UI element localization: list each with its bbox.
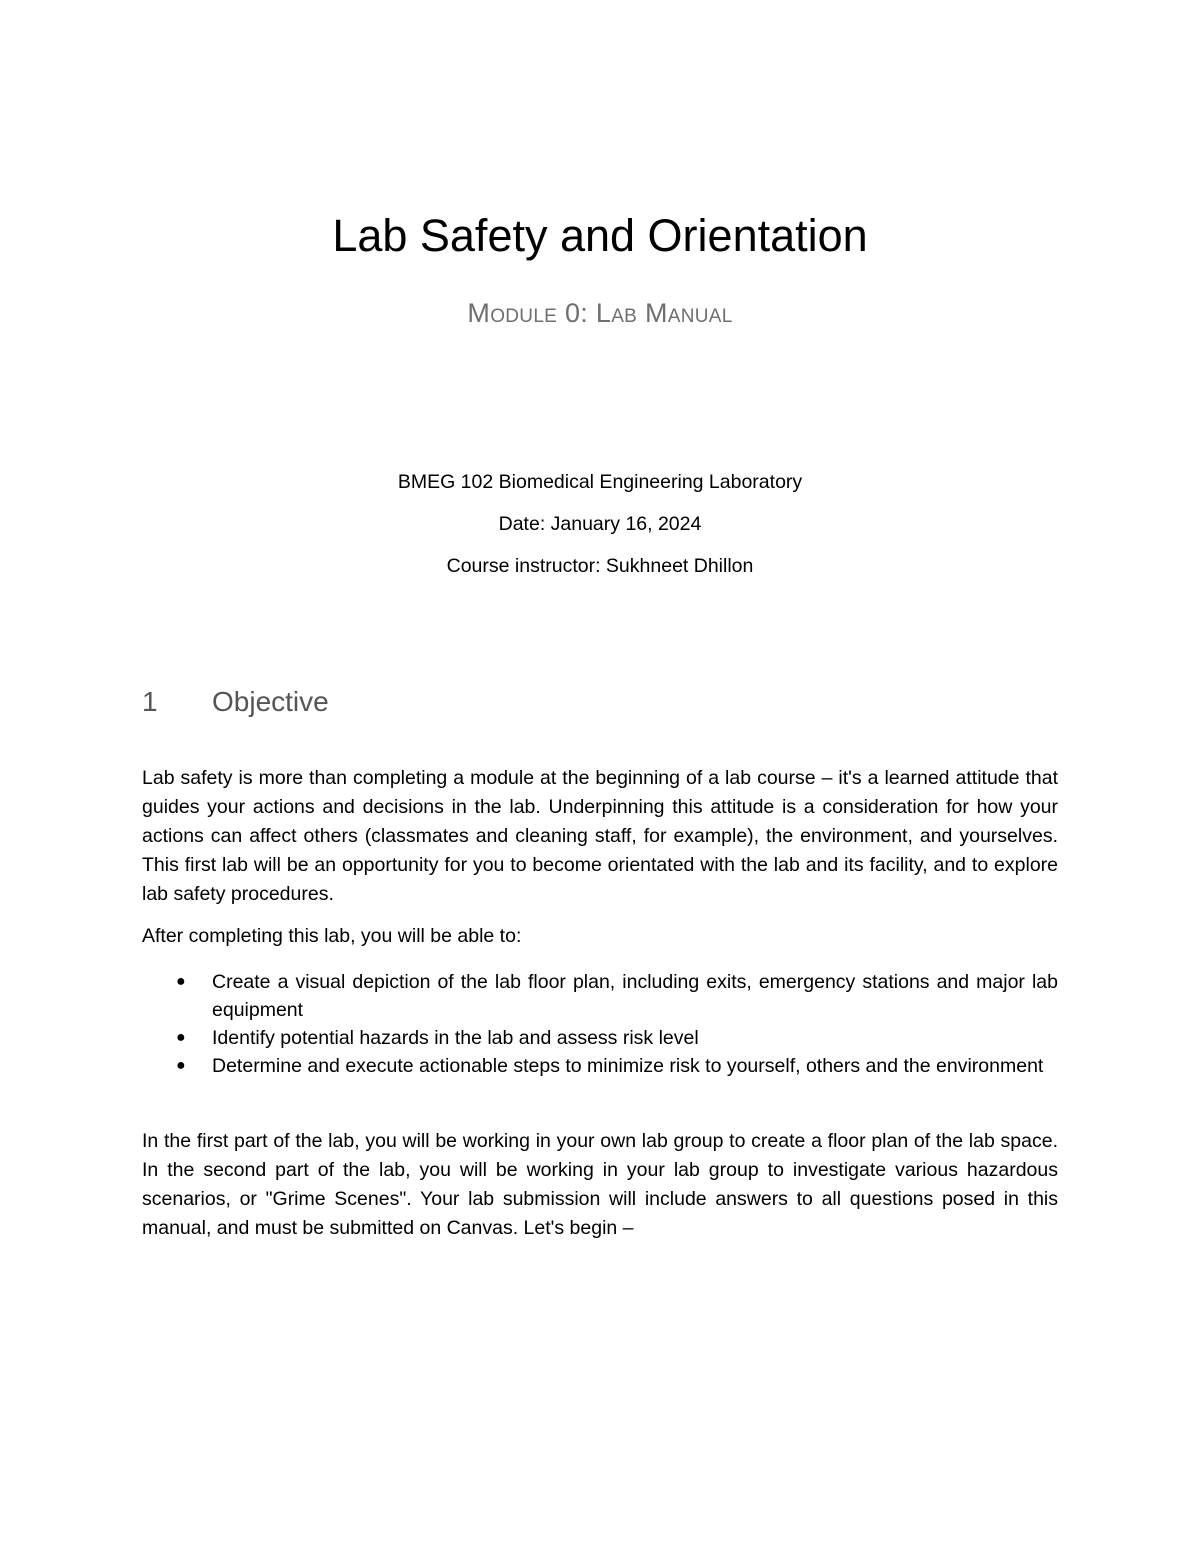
bullet-icon: ● xyxy=(176,973,186,990)
document-title: Lab Safety and Orientation xyxy=(332,210,868,261)
objective-paragraph-2: After completing this lab, you will be able to: xyxy=(142,925,522,947)
bullet-icon: ● xyxy=(176,1029,186,1046)
bullet-icon: ● xyxy=(176,1057,186,1074)
section-number: 1 xyxy=(142,686,158,717)
list-item xyxy=(142,968,1058,1024)
objective-paragraph-1: Lab safety is more than completing a module at the beginning of a lab course – it's a learned attitude that guides your actions and decisions in the lab. Underpinning this attitude is a consideration for how your actions can affect others (classmates and cleaning staff, for example), the environment, and yourselves. This first lab will be an opportunity for you to become orientated with the lab and its facility, and to explore lab safety procedures. xyxy=(142,767,1058,905)
list-item-text: Identify potential hazards in the lab and assess risk level xyxy=(212,1027,699,1049)
learning-outcomes-list xyxy=(142,968,1058,1080)
list-item-text: Create a visual depiction of the lab floor plan, including exits, emergency stations and major lab equipment xyxy=(212,971,1058,1021)
course-name: BMEG 102 Biomedical Engineering Laboratory xyxy=(397,471,803,493)
document-date: Date: January 16, 2024 xyxy=(498,513,702,535)
objective-paragraph-3: In the first part of the lab, you will be working in your own lab group to create a floor plan of the lab space. In the second part of the lab, you will be working in your lab group to investigate various hazardous scenarios, or "Grime Scenes". Your lab submission will include answers to all questions posed in this manual, and must be submitted on Canvas. Let's begin – xyxy=(142,1130,1058,1239)
document-subtitle: Module 0: Lab Manual xyxy=(467,298,733,328)
list-item xyxy=(142,1024,1058,1052)
section-title: Objective xyxy=(212,686,329,717)
course-instructor: Course instructor: Sukhneet Dhillon xyxy=(446,555,754,577)
section-heading-objective xyxy=(142,685,329,719)
list-item xyxy=(142,1052,1058,1080)
list-item-text: Determine and execute actionable steps to minimize risk to yourself, others and the environment xyxy=(212,1055,1044,1077)
